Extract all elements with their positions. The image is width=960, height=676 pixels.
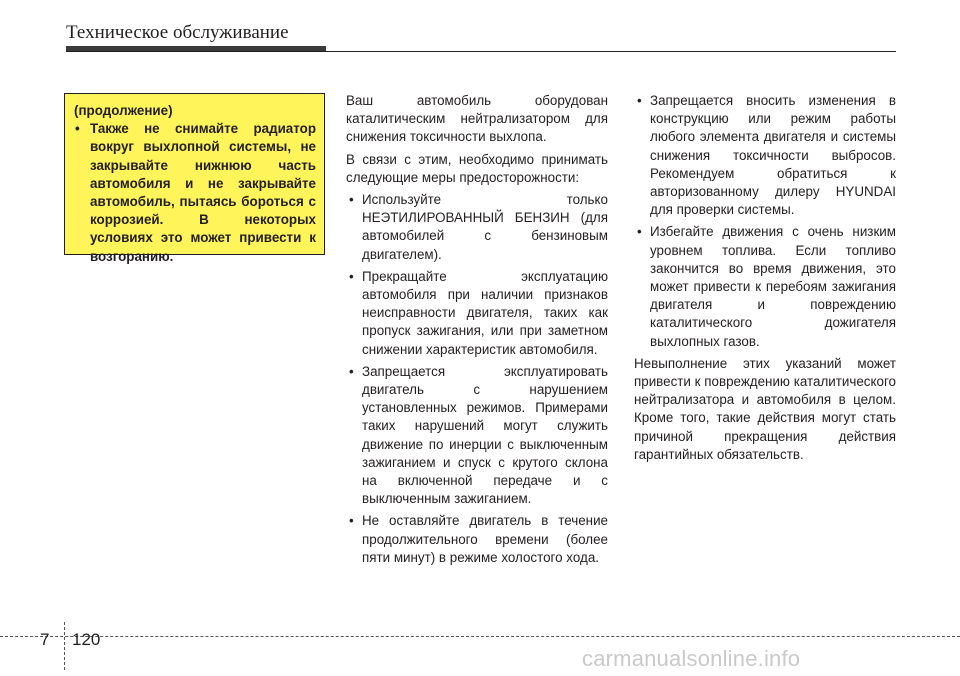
section-number: 7 [40,630,50,649]
footer-divider [0,636,960,637]
closing-paragraph: Невыполнение этих указаний может привести к повреждению каталитического нейтрализатора и автомобиля в целом. Кроме того, такие действия могут стать причиной прекращения действия гарантийных обязательств. [634,355,896,462]
page-number: 120 [72,630,101,649]
footer-vertical-divider [64,622,65,670]
precaution-bullet: • Запрещается эксплуатировать двигатель с нарушением установленных режимов. Примерами таких нарушений могут служить движение по инерции с выключенным зажиганием и спуск с крутого склона на включенной передаче и с выключенным зажиганием. [346,363,608,509]
middle-column [346,92,608,571]
precaution-bullet: • Запрещается вносить изменения в конструкцию или режим работы любого элемента двигателя и системы снижения токсичности выбросов. Рекомендуем обратиться к авторизованному дилеру HYUNDAI для проверки системы. [634,92,896,219]
intro-paragraph: В связи с этим, необходимо принимать следующие меры предосторожности: [346,151,608,185]
page-header-title: Техническое обслуживание [66,22,289,43]
precaution-bullet: • Избегайте движения с очень низким уровнем топлива. Если топливо закончится во время движения, это может привести к перебоям зажигания двигателя и повреждению каталитического дожигателя выхлопных газов. [634,223,896,350]
warning-box [64,93,325,264]
intro-paragraph: Ваш автомобиль оборудован каталитическим нейтрализатором для снижения токсичности выхлопа. [346,93,608,145]
warning-heading: (продолжение) [74,103,173,118]
right-column [634,92,896,468]
watermark: carmanualsonline.info [582,646,801,671]
precaution-bullet: • Не оставляйте двигатель в течение продолжительного времени (более пяти минут) в режиме холостого хода. [346,512,608,567]
warning-item: • Также не снимайте радиатор вокруг выхлопной системы, не закрывайте нижнюю часть автомобиля и не закрывайте автомобиль, пытаясь бороться с коррозией. В некоторых условиях это может привести к возгоранию. [74,120,316,266]
precaution-bullet: • Используйте только НЕЭТИЛИРОВАННЫЙ БЕНЗИН (для автомобилей с бензиновым двигателем). [346,191,608,264]
precaution-bullet: • Прекращайте эксплуатацию автомобиля при наличии признаков неисправности двигателя, таких как пропуск зажигания, или при заметном снижении характеристик автомобиля. [346,268,608,359]
header-rule [66,51,896,52]
